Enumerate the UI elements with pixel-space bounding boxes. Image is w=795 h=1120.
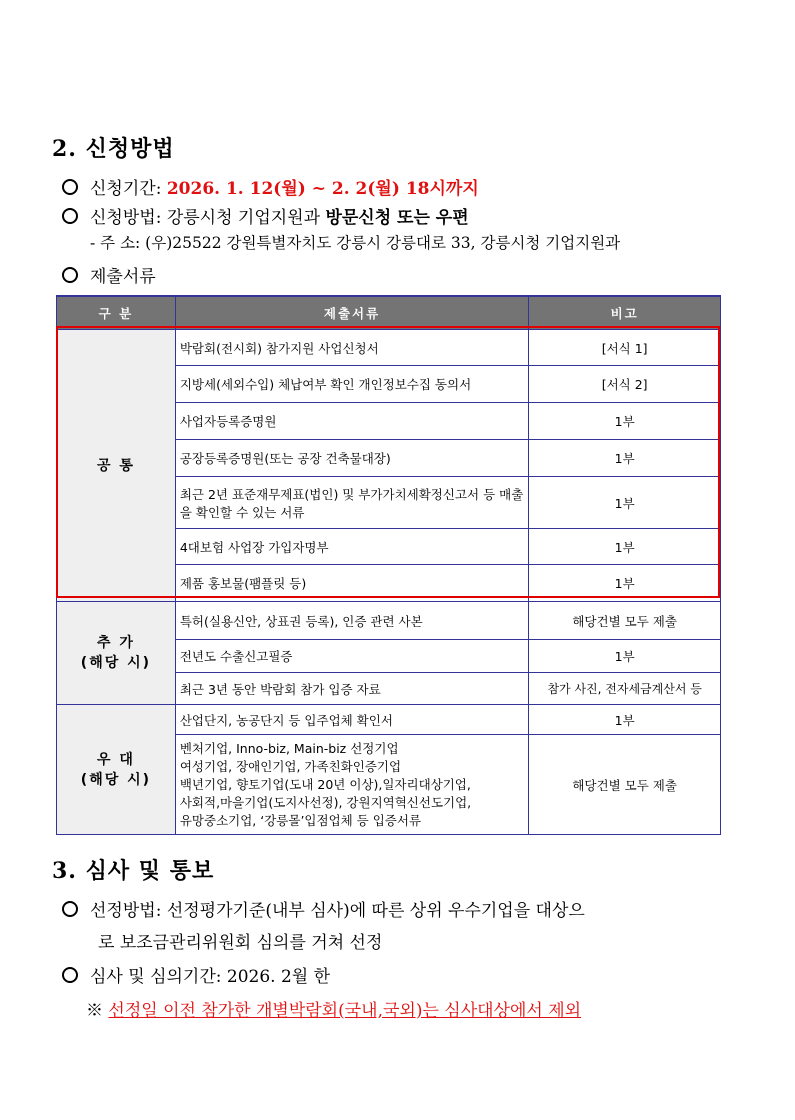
doc-cell: 제품 홍보물(팸플릿 등) [175, 565, 528, 602]
doc-line: 여성기업, 장애인기업, 가족친화인증기업 [179, 758, 402, 774]
exclusion-note [86, 996, 581, 1021]
docs-label: 제출서류 [90, 267, 156, 287]
group-common: 공 통 [57, 330, 176, 602]
note-cell: 1부 [529, 440, 721, 477]
note-cell: 1부 [529, 640, 721, 673]
selection-method-line [62, 896, 585, 921]
header-category: 구 분 [57, 296, 176, 330]
group-preferential [57, 705, 176, 835]
table-row [57, 330, 721, 366]
documents-table [56, 295, 721, 835]
circle-bullet-icon [62, 901, 78, 917]
table-row [57, 705, 721, 735]
group-name: 추 가 [96, 635, 135, 651]
doc-cell: 박람회(전시회) 참가지원 사업신청서 [175, 330, 528, 366]
note-cell: 1부 [529, 705, 721, 735]
doc-cell: 산업단지, 농공단지 등 입주업체 확인서 [175, 705, 528, 735]
method-label: 신청방법: 강릉시청 기업지원과 [90, 208, 321, 228]
doc-line: 백년기업, 향토기업(도내 20년 이상),일자리대상기업, [179, 776, 471, 792]
group-additional [57, 602, 176, 705]
section-2-title: 2. 신청방법 [52, 136, 175, 162]
circle-bullet-icon [62, 179, 78, 195]
note-cell: [서식 1] [529, 330, 721, 366]
review-period-text: 심사 및 심의기간: 2026. 2월 한 [90, 967, 331, 987]
note-cell: 1부 [529, 565, 721, 602]
group-subname: (해당 시) [80, 655, 152, 671]
note-cell: 1부 [529, 403, 721, 440]
note-cell: 1부 [529, 529, 721, 565]
doc-line: 벤처기업, Inno-biz, Main-biz 선정기업 [179, 740, 399, 756]
method-line [62, 203, 469, 228]
note-cell: 1부 [529, 477, 721, 529]
exclusion-note-text: 선정일 이전 참가한 개별박람회(국내,국외)는 심사대상에서 제외 [108, 1001, 582, 1021]
doc-cell: 공장등록증명원(또는 공장 건축물대장) [175, 440, 528, 477]
group-subname: (해당 시) [80, 771, 152, 788]
table-header-row [57, 296, 721, 330]
circle-bullet-icon [62, 967, 78, 983]
group-name: 우 대 [96, 751, 135, 768]
header-note: 비고 [529, 296, 721, 330]
method-value: 방문신청 또는 우편 [325, 208, 469, 228]
table-row [57, 602, 721, 640]
note-cell: 해당건별 모두 제출 [529, 735, 721, 835]
period-value: 2026. 1. 12(월) ~ 2. 2(월) 18시까지 [166, 179, 479, 199]
note-cell: [서식 2] [529, 366, 721, 403]
section-3-title: 3. 심사 및 통보 [52, 858, 215, 884]
doc-cell: 지방세(세외수입) 체납여부 확인 개인정보수집 동의서 [175, 366, 528, 403]
period-label: 신청기간: [90, 179, 162, 199]
doc-line: 사회적,마을기업(도지사선정), 강원지역혁신선도기업, [179, 794, 472, 810]
doc-cell: 전년도 수출신고필증 [175, 640, 528, 673]
doc-cell: 특허(실용신안, 상표권 등록), 인증 관련 사본 [175, 602, 528, 640]
review-period-line [62, 962, 330, 987]
doc-cell-multiline [175, 735, 528, 835]
doc-cell: 사업자등록증명원 [175, 403, 528, 440]
selection-method-text: 선정방법: 선정평가기준(내부 심사)에 따른 상위 우수기업을 대상으 [90, 901, 585, 921]
doc-line: 유망중소기업, ‘강릉몰’입점업체 등 입증서류 [179, 812, 422, 828]
address-line: - 주 소: (우)25522 강원특별자치도 강릉시 강릉대로 33, 강릉시청 기업지원과 [90, 234, 621, 252]
selection-method-line-2: 로 보조금관리위원회 심의를 거쳐 선정 [98, 933, 383, 953]
period-line [62, 174, 479, 199]
circle-bullet-icon [62, 208, 78, 224]
docs-line [62, 262, 156, 287]
note-cell: 해당건별 모두 제출 [529, 602, 721, 640]
reference-mark-icon: ※ [86, 1001, 103, 1021]
doc-cell: 최근 2년 표준재무제표(법인) 및 부가가치세확정신고서 등 매출을 확인할 수 있는 서류 [175, 477, 528, 529]
doc-cell: 최근 3년 동안 박람회 참가 입증 자료 [175, 673, 528, 705]
note-cell: 참가 사진, 전자세금계산서 등 [529, 673, 721, 705]
doc-cell: 4대보험 사업장 가입자명부 [175, 529, 528, 565]
header-document: 제출서류 [175, 296, 528, 330]
circle-bullet-icon [62, 267, 78, 283]
